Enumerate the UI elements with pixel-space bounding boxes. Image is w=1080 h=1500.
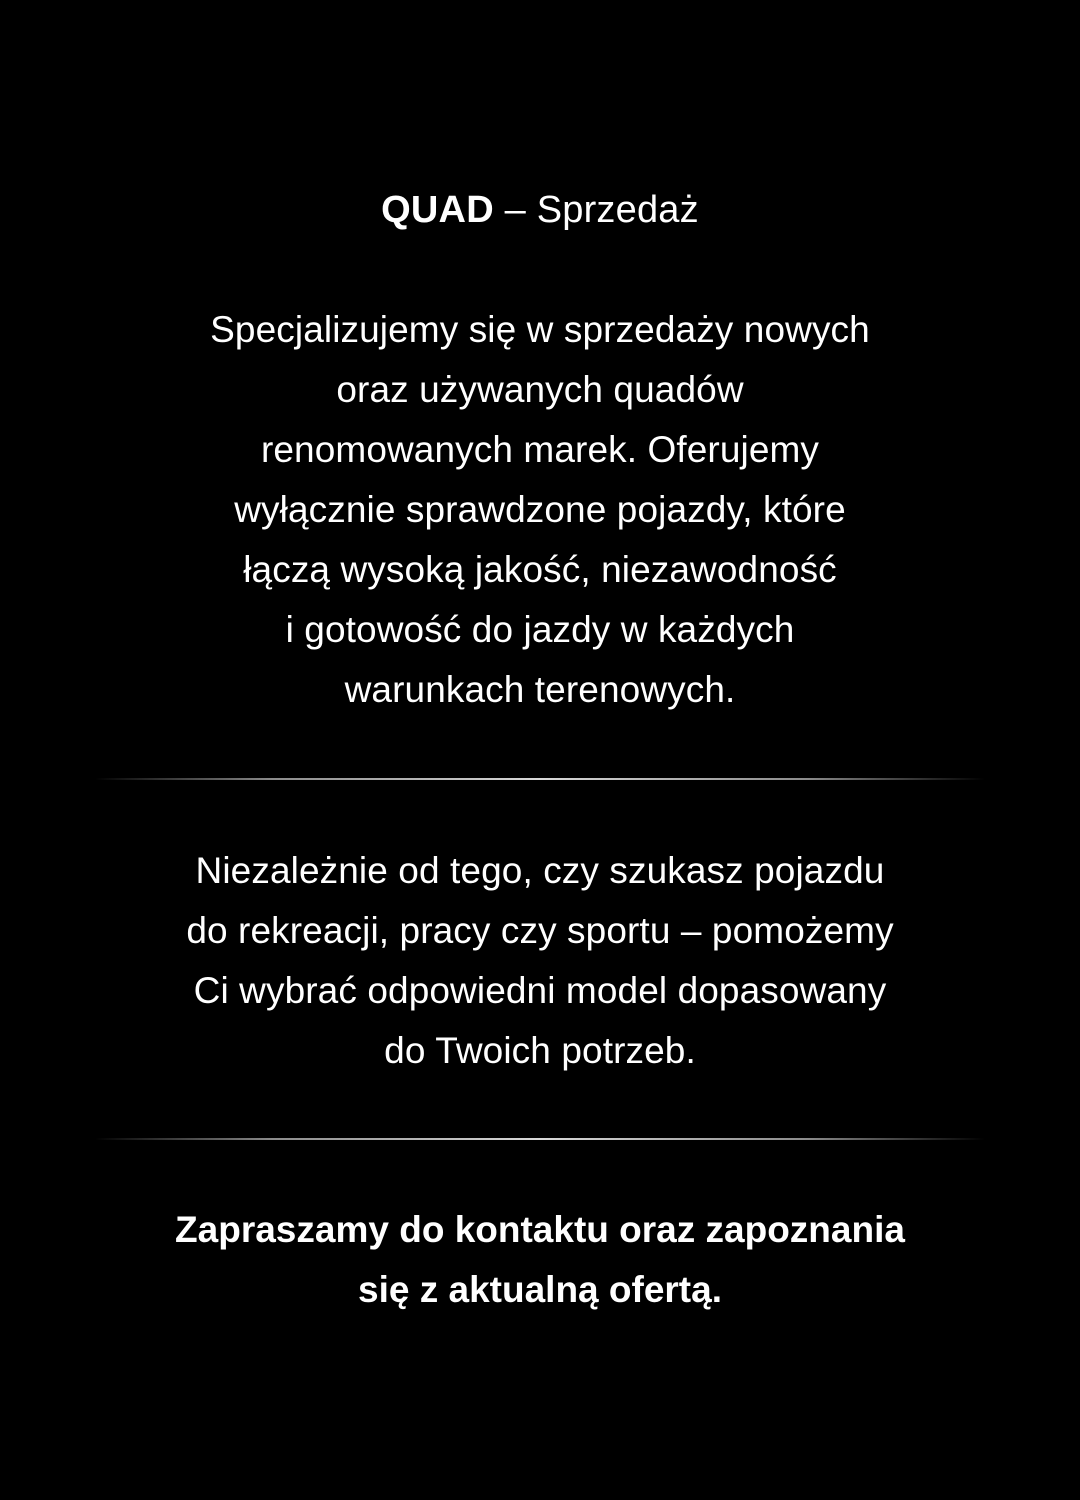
intro-paragraph (0, 300, 1080, 720)
section-divider (95, 778, 985, 780)
details-line: do Twoich potrzeb. (384, 1030, 696, 1071)
title-separator: – (493, 189, 537, 231)
call-to-action (0, 1200, 1080, 1320)
cta-line: Zapraszamy do kontaktu oraz zapoznania (175, 1209, 905, 1250)
intro-line: renomowanych marek. Oferujemy (260, 429, 820, 470)
title-subtitle: Sprzedaż (536, 189, 699, 231)
details-paragraph (0, 841, 1080, 1081)
intro-line: oraz używanych quadów (336, 369, 744, 410)
page-title (0, 187, 1080, 233)
intro-line: warunkach terenowych. (344, 669, 736, 710)
cta-line: się z aktualną ofertą. (358, 1269, 722, 1310)
intro-line: i gotowość do jazdy w każdych (285, 609, 795, 650)
intro-line: wyłącznie sprawdzone pojazdy, które (234, 489, 846, 530)
details-line: Niezależnie od tego, czy szukasz pojazdu (195, 850, 885, 891)
intro-line: łączą wysoką jakość, niezawodność (243, 549, 837, 590)
details-line: do rekreacji, pracy czy sportu – pomożemy (186, 910, 894, 951)
details-line: Ci wybrać odpowiedni model dopasowany (193, 970, 887, 1011)
intro-line: Specjalizujemy się w sprzedaży nowych (210, 309, 870, 350)
brand-name: QUAD (381, 189, 494, 231)
section-divider (95, 1138, 985, 1140)
